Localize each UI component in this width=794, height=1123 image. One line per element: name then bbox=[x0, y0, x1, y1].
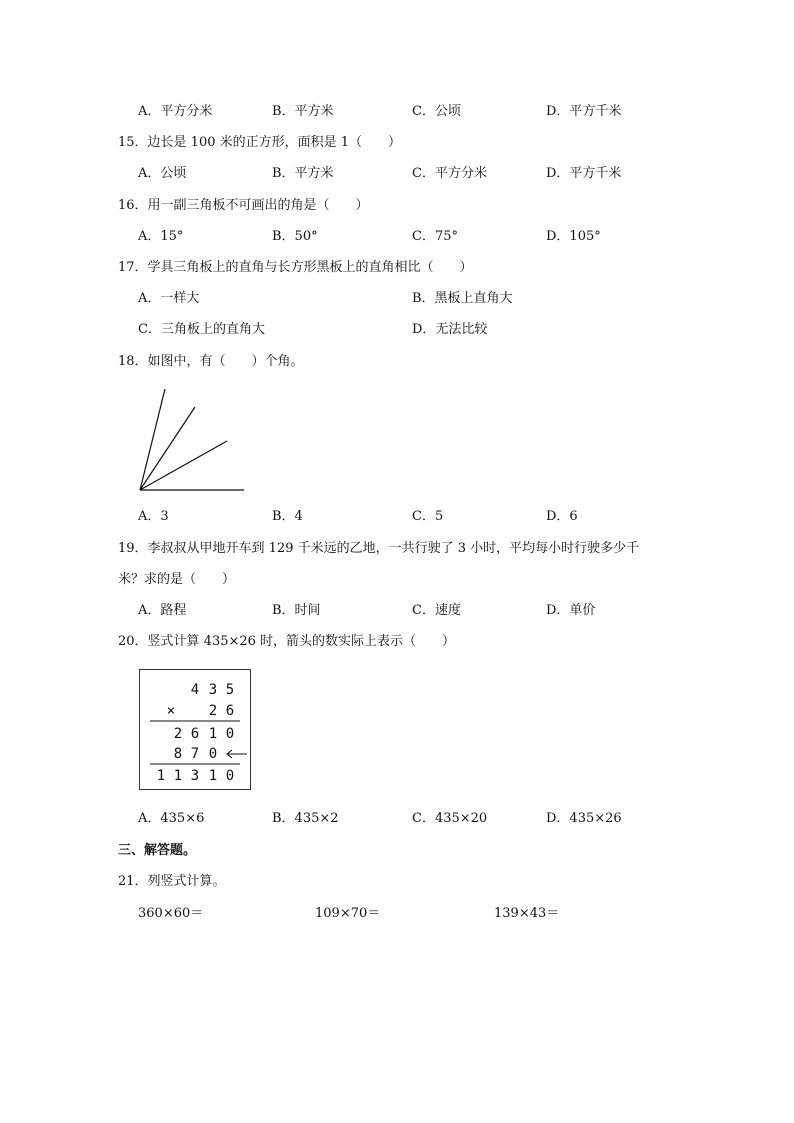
q19-question-line1: 19．李叔叔从甲地开车到 129 千米远的乙地，一共行驶了 3 小时，平均每小时行驶多少千 bbox=[118, 541, 640, 556]
vm-r1-d1: 4 bbox=[190, 682, 200, 698]
vm-r5-d5: 0 bbox=[225, 768, 235, 784]
vm-r5-d1: 1 bbox=[156, 768, 166, 784]
q20-question: 20．竖式计算 435×26 时，箭头的数实际上表示（ ） bbox=[118, 634, 456, 649]
q20-option-a[interactable]: A．435×6 bbox=[138, 811, 205, 826]
q14-option-d[interactable]: D．平方千米 bbox=[546, 104, 622, 119]
vm-r4-d2: 7 bbox=[190, 746, 200, 762]
q20-option-d[interactable]: D．435×26 bbox=[546, 811, 622, 826]
vm-r4-d1: 8 bbox=[173, 746, 183, 762]
q19-option-a[interactable]: A．路程 bbox=[138, 603, 187, 618]
vm-r5-d3: 3 bbox=[190, 768, 200, 784]
q18-question: 18．如图中，有（ ）个角。 bbox=[118, 354, 304, 369]
vm-r4-d3: 0 bbox=[208, 746, 218, 762]
vm-r2-d1: 2 bbox=[208, 703, 218, 719]
q15-question: 15．边长是 100 米的正方形，面积是 1（ ） bbox=[118, 135, 402, 150]
q17-option-b[interactable]: B．黑板上直角大 bbox=[412, 291, 513, 306]
q19-question-line2: 米？求的是（ ） bbox=[118, 572, 236, 587]
vm-r3-d3: 1 bbox=[208, 726, 218, 742]
section-heading: 三、解答题。 bbox=[118, 843, 197, 858]
q17-question: 17．学具三角板上的直角与长方形黑板上的直角相比（ ） bbox=[118, 260, 473, 275]
q15-option-a[interactable]: A．公顷 bbox=[138, 166, 187, 181]
vertical-multiplication bbox=[140, 670, 252, 791]
q21-question: 21．列竖式计算。 bbox=[118, 874, 226, 889]
vm-r3-d2: 6 bbox=[190, 726, 200, 742]
q16-option-a[interactable]: A．15° bbox=[138, 229, 184, 244]
q19-option-d[interactable]: D．单价 bbox=[546, 603, 596, 618]
vm-r5-d4: 1 bbox=[208, 768, 218, 784]
q20-option-b[interactable]: B．435×2 bbox=[272, 811, 339, 826]
angle-ray-4 bbox=[140, 389, 165, 490]
q19-option-b[interactable]: B．时间 bbox=[272, 603, 321, 618]
q19-option-c[interactable]: C．速度 bbox=[412, 603, 461, 618]
q15-option-d[interactable]: D．平方千米 bbox=[546, 166, 622, 181]
q16-option-b[interactable]: B．50° bbox=[272, 229, 318, 244]
angle-figure bbox=[138, 385, 248, 495]
q15-option-b[interactable]: B．平方米 bbox=[272, 166, 334, 181]
vm-r3-d1: 2 bbox=[173, 726, 183, 742]
q21-item-1: 360×60＝ bbox=[138, 906, 204, 921]
q17-option-d[interactable]: D．无法比较 bbox=[412, 322, 488, 337]
vm-r5-d2: 1 bbox=[173, 768, 183, 784]
q14-option-b[interactable]: B．平方米 bbox=[272, 104, 334, 119]
q20-option-c[interactable]: C．435×20 bbox=[412, 811, 488, 826]
arrow-left-icon bbox=[227, 750, 247, 758]
vm-times-sign: × bbox=[166, 703, 176, 719]
angle-ray-2 bbox=[140, 441, 227, 490]
q14-option-c[interactable]: C．公顷 bbox=[412, 104, 461, 119]
q18-option-a[interactable]: A．3 bbox=[138, 509, 169, 524]
q16-question: 16．用一副三角板不可画出的角是（ ） bbox=[118, 198, 369, 213]
q14-option-a[interactable]: A．平方分米 bbox=[138, 104, 213, 119]
q18-option-c[interactable]: C．5 bbox=[412, 509, 444, 524]
angle-ray-3 bbox=[140, 407, 195, 490]
vm-r1-d2: 3 bbox=[208, 682, 218, 698]
q21-item-3: 139×43＝ bbox=[494, 906, 560, 921]
vm-r3-d4: 0 bbox=[225, 726, 235, 742]
q15-option-c[interactable]: C．平方分米 bbox=[412, 166, 487, 181]
q17-option-a[interactable]: A．一样大 bbox=[138, 291, 200, 306]
vm-r2-d2: 6 bbox=[225, 703, 235, 719]
vm-r1-d3: 5 bbox=[225, 682, 235, 698]
q17-option-c[interactable]: C．三角板上的直角大 bbox=[138, 322, 265, 337]
q16-option-c[interactable]: C．75° bbox=[412, 229, 458, 244]
q16-option-d[interactable]: D．105° bbox=[546, 229, 601, 244]
q21-item-2: 109×70＝ bbox=[315, 906, 381, 921]
q18-option-d[interactable]: D．6 bbox=[546, 509, 578, 524]
vertical-multiplication-box bbox=[139, 669, 251, 790]
q18-option-b[interactable]: B．4 bbox=[272, 509, 303, 524]
